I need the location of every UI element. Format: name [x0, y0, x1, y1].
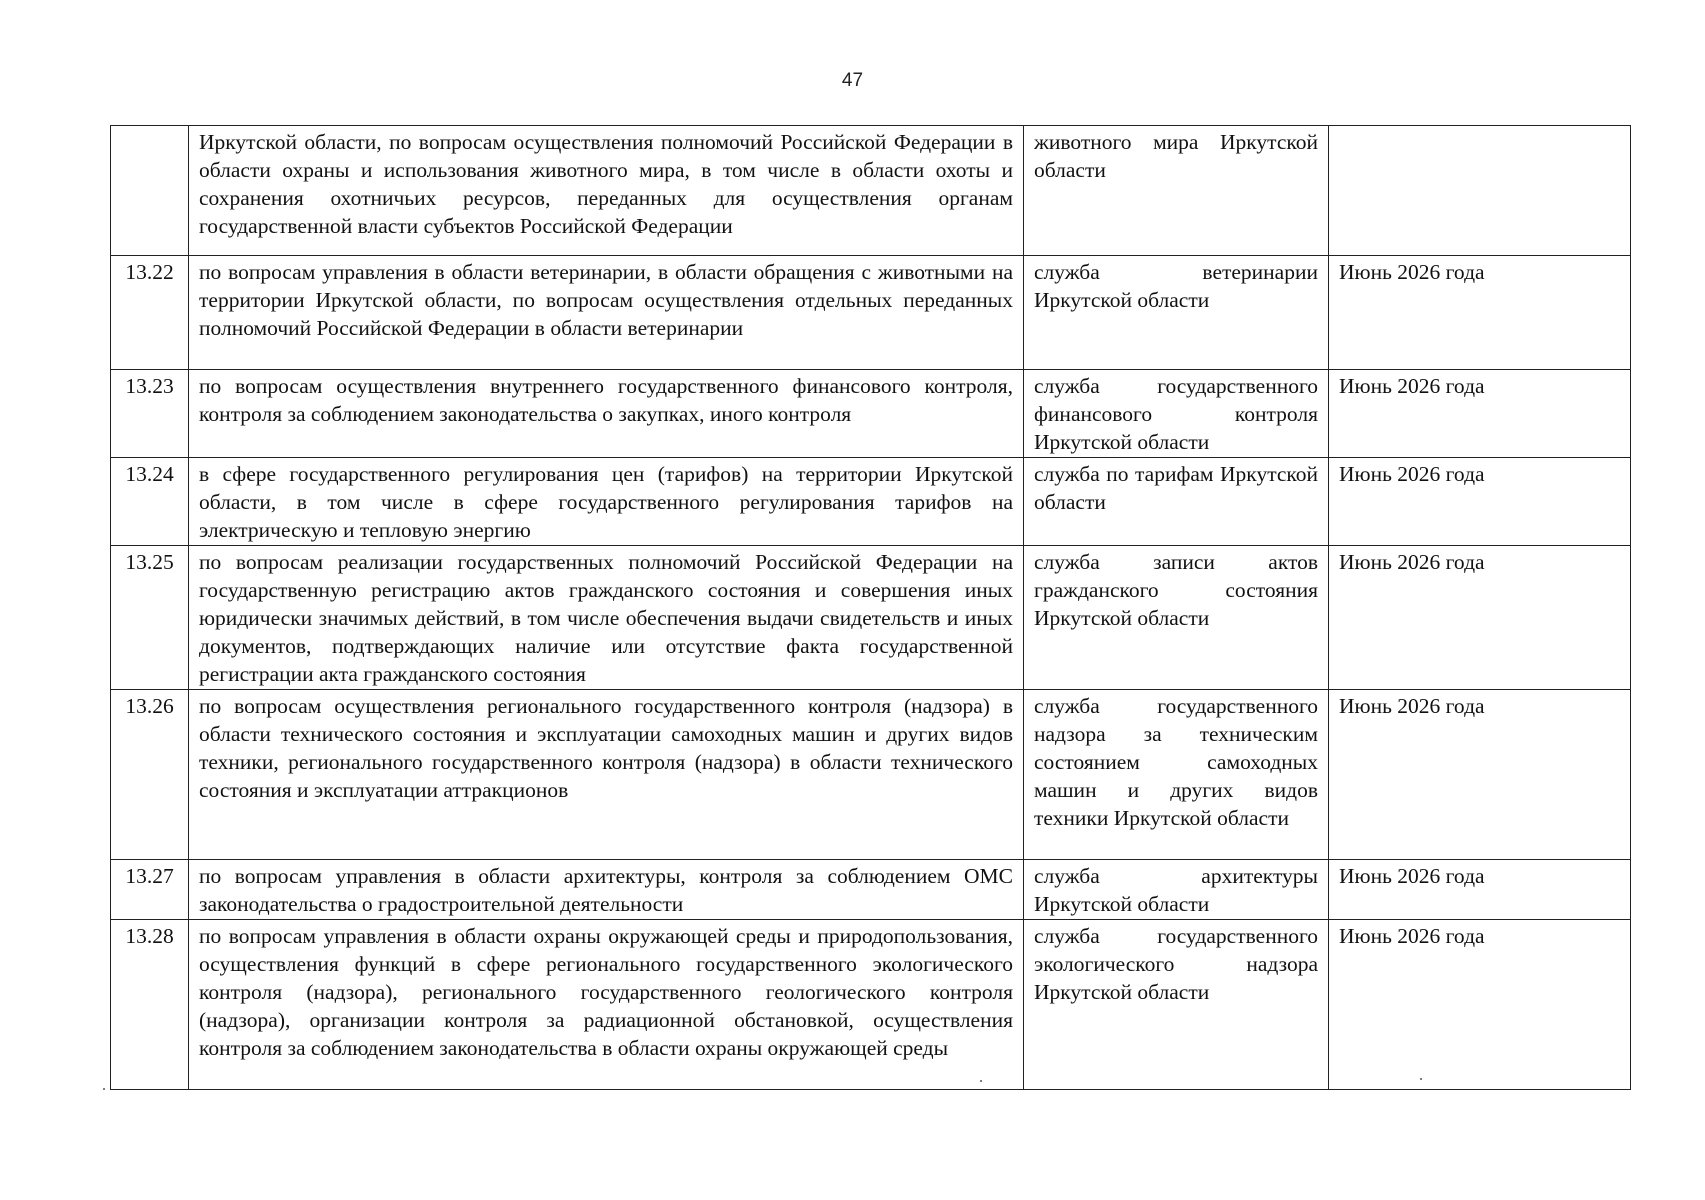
row-deadline: Июнь 2026 года: [1329, 690, 1631, 860]
row-deadline: Июнь 2026 года: [1329, 370, 1631, 458]
document-table: [110, 125, 1631, 1090]
table-row: [111, 370, 1631, 458]
row-organization: служба по тарифам Иркутской области: [1024, 458, 1329, 546]
row-deadline: Июнь 2026 года: [1329, 458, 1631, 546]
table-row: [111, 458, 1631, 546]
row-deadline: Июнь 2026 года: [1329, 546, 1631, 690]
row-organization: животного мира Иркутской области: [1024, 126, 1329, 256]
row-number: 13.27: [111, 860, 189, 920]
row-description: по вопросам управления в области ветеринарии, в области обращения с животными на территории Иркутской области, по вопросам осуществления отдельных переданных полномочий Российской Федерации в области ветеринарии: [189, 256, 1024, 370]
row-description: в сфере государственного регулирования цен (тарифов) на территории Иркутской области, в том числе в сфере государственного регулирования тарифов на электрическую и тепловую энергию: [189, 458, 1024, 546]
row-description: по вопросам осуществления внутреннего государственного финансового контроля, контроля за соблюдением законодательства о закупках, иного контроля: [189, 370, 1024, 458]
row-organization: служба государственного финансового контроля Иркутской области: [1024, 370, 1329, 458]
row-organization: служба архитектуры Иркутской области: [1024, 860, 1329, 920]
table-row: [111, 920, 1631, 1090]
row-deadline: Июнь 2026 года: [1329, 920, 1631, 1090]
row-number: 13.26: [111, 690, 189, 860]
table-row: [111, 256, 1631, 370]
row-organization: служба записи актов гражданского состояния Иркутской области: [1024, 546, 1329, 690]
row-number: 13.22: [111, 256, 189, 370]
table-row: [111, 126, 1631, 256]
row-deadline: Июнь 2026 года: [1329, 256, 1631, 370]
scan-speck: [103, 1088, 105, 1090]
row-number: 13.23: [111, 370, 189, 458]
row-description: по вопросам управления в области архитектуры, контроля за соблюдением ОМС законодательства о градостроительной деятельности: [189, 860, 1024, 920]
row-deadline: Июнь 2026 года: [1329, 860, 1631, 920]
table-row: [111, 546, 1631, 690]
page-number: 47: [841, 70, 864, 91]
row-number: [111, 126, 189, 256]
row-number: 13.24: [111, 458, 189, 546]
row-description: по вопросам осуществления регионального государственного контроля (надзора) в области технического состояния и эксплуатации самоходных машин и других видов техники, регионального государственного контроля (надзора) в области технического состояния и эксплуатации аттракционов: [189, 690, 1024, 860]
row-description: Иркутской области, по вопросам осуществления полномочий Российской Федерации в области охраны и использования животного мира, в том числе в области охоты и сохранения охотничьих ресурсов, переданных для осуществления органам государственной власти субъектов Российской Федерации: [189, 126, 1024, 256]
row-description: по вопросам управления в области охраны окружающей среды и природопользования, осуществления функций в сфере регионального государственного экологического контроля (надзора), регионального государственного геологического контроля (надзора), организации контроля за радиационной обстановкой, осуществления контроля за соблюдением законодательства в области охраны окружающей среды: [189, 920, 1024, 1090]
scan-speck: [980, 1080, 982, 1082]
table-row: [111, 690, 1631, 860]
row-organization: служба государственного надзора за техническим состоянием самоходных машин и других видов техники Иркутской области: [1024, 690, 1329, 860]
table-row: [111, 860, 1631, 920]
row-description: по вопросам реализации государственных полномочий Российской Федерации на государственную регистрацию актов гражданского состояния и совершения иных юридически значимых действий, в том числе обеспечения выдачи свидетельств и иных документов, подтверждающих наличие или отсутствие факта государственной регистрации акта гражданского состояния: [189, 546, 1024, 690]
row-deadline: [1329, 126, 1631, 256]
row-organization: служба государственного экологического надзора Иркутской области: [1024, 920, 1329, 1090]
scan-speck: [1420, 1078, 1422, 1080]
row-number: 13.28: [111, 920, 189, 1090]
row-number: 13.25: [111, 546, 189, 690]
row-organization: служба ветеринарии Иркутской области: [1024, 256, 1329, 370]
